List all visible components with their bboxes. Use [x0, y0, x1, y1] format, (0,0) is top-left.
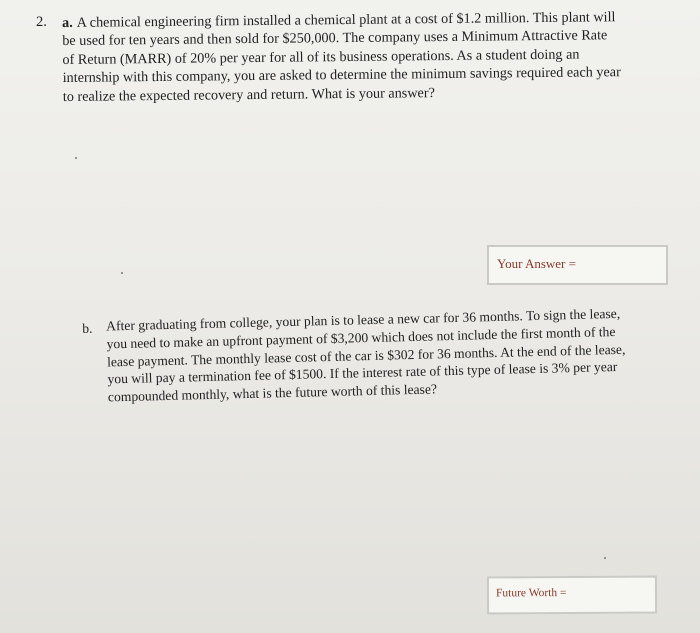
speck-mark [604, 557, 606, 559]
future-worth-field[interactable] [621, 584, 651, 606]
speck-mark [75, 157, 77, 159]
part-b-text: After graduating from college, your plan is to lease a new car for 36 months. To sign the lease, you need to make an upfront payment of $3,200 which does not include the first month of the lease payment. The monthly lease cost of the car is $302 for 36 months. At the end of the lease, you will pay a termination fee of $1500. If the interest rate of this type of lease is 3% per year compounded monthly, what is the future worth of this lease? [106, 305, 626, 405]
speck-mark [121, 272, 123, 274]
answer-box-part-b[interactable] [487, 576, 657, 615]
part-a-label: a. [62, 14, 73, 31]
question-part-b [84, 305, 631, 407]
part-a-text: A chemical engineering firm installed a chemical plant at a cost of $1.2 million. This plant will be used for ten years and then sold for $250,000. The company uses a Minimum Attractive Rate of Return (MARR) of 20% per year for all of its business operations. As a student doing an internship with this company, you are asked to determine the minimum savings required each year to realize the expected recovery and return. What is your answer? [62, 9, 621, 105]
part-b-label: b. [82, 320, 93, 337]
question-number: 2. [36, 14, 47, 30]
your-answer-label: Your Answer = [497, 256, 576, 271]
future-worth-label: Future Worth = [495, 587, 567, 600]
answer-box-part-a[interactable] [487, 245, 668, 285]
question-part-a [62, 8, 623, 106]
your-answer-field[interactable] [632, 253, 662, 277]
